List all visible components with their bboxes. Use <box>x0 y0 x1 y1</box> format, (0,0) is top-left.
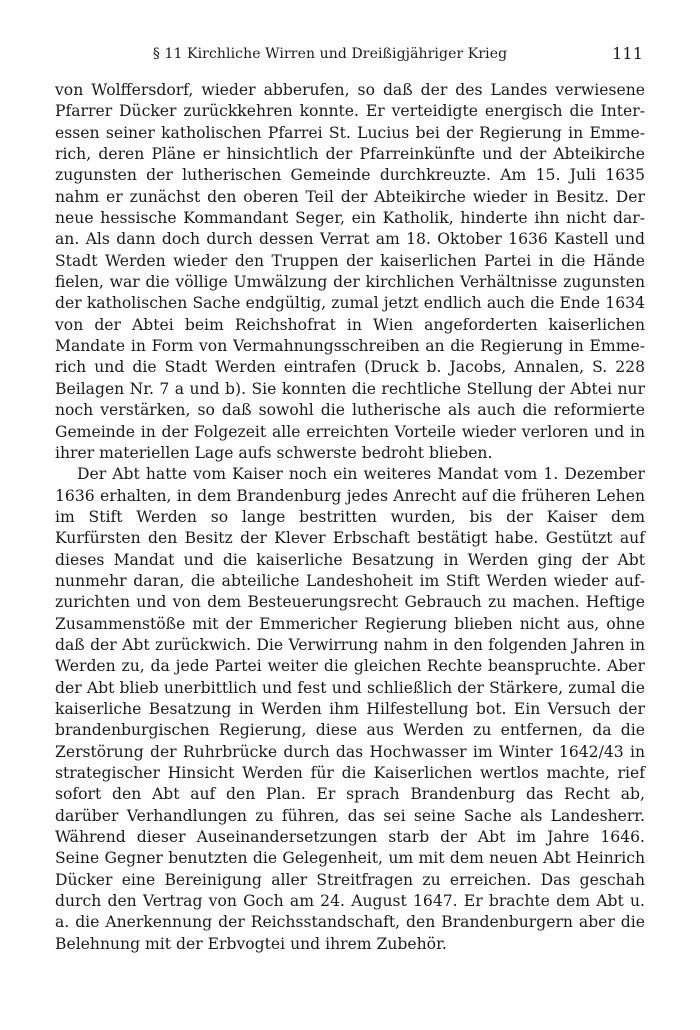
body-text <box>55 80 645 955</box>
paragraph-2: Der Abt hatte vom Kaiser noch ein weiteres Mandat vom 1. Dezember 1636 erhalten, in dem Brandenburg jedes Anrecht auf die früheren Lehen im Stift Werden so lange bestritten wurden, bis der Kaiser dem Kurfürsten den Besitz der Klever Erbschaft bestätigt habe. Gestützt auf dieses Mandat und die kaiserliche Besatzung in Werden ging der Abt nunmehr daran, die abteiliche Landeshoheit im Stift Werden wieder aufzurichten und von dem Besteuerungsrecht Gebrauch zu machen. Heftige Zusammenstöße mit der Emmericher Regierung blieben nicht aus, ohne daß der Abt zurückwich. Die Verwirrung nahm in den folgenden Jahren in Werden zu, da jede Partei weiter die gleichen Rechte beanspruchte. Aber der Abt blieb unerbittlich und fest und schließlich der Stärkere, zumal die kaiserliche Besatzung in Werden ihm Hilfestellung bot. Ein Versuch der brandenburgischen Regierung, diese aus Werden zu entfernen, da die Zerstörung der Ruhrbrücke durch das Hochwasser im Winter 1642/43 in strategischer Hinsicht Werden für die Kaiserlichen wertlos machte, rief sofort den Abt auf den Plan. Er sprach Brandenburg das Recht ab, darüber Verhandlungen zu führen, das sei seine Sache als Landesherr. Während dieser Auseinandersetzungen starb der Abt im Jahre 1646. Seine Gegner benutzten die Gelegenheit, um mit dem neuen Abt Heinrich Dücker eine Bereinigung aller Streitfragen zu erreichen. Das geschah durch den Vertrag von Goch am 24. August 1647. Er brachte dem Abt u. a. die Anerkennung der Reichsstandschaft, den Brandenburgern aber die Belehnung mit der Erbvogtei und ihrem Zubehör. <box>55 465 645 953</box>
paragraph-1: von Wolffersdorf, wieder abberufen, so daß der des Landes verwiesene Pfarrer Dücker zurückkehren konnte. Er verteidigte energisch die Interessen seiner katholischen Pfarrei St. Lucius bei der Regierung in Emmerich, deren Pläne er hinsichtlich der Pfarreinkünfte und der Abteikirche zugunsten der lutherischen Gemeinde durchkreuzte. Am 15. Juli 1635 nahm er zunächst den oberen Teil der Abteikirche wieder in Besitz. Der neue hessische Kommandant Seger, ein Katholik, hinderte ihn nicht daran. Als dann doch durch dessen Verrat am 18. Oktober 1636 Kastell und Stadt Werden wieder den Truppen der kaiserlichen Partei in die Hände fielen, war die völlige Umwälzung der kirchlichen Verhältnisse zugunsten der katholischen Sache endgültig, zumal jetzt endlich auch die Ende 1634 von der Abtei beim Reichshofrat in Wien angeforderten kaiserlichen Mandate in Form von Vermahnungsschreiben an die Regierung in Emmerich und die Stadt Werden eintrafen (Druck b. Jacobs, Annalen, S. 228 Beilagen Nr. 7 a und b). Sie konnten die rechtliche Stellung der Abtei nur noch verstärken, so daß sowohl die lutherische als auch die reformierte Gemeinde in der Folgezeit alle erreichten Vorteile wieder verloren und in ihrer materiellen Lage aufs schwerste bedroht blieben. <box>55 81 645 462</box>
book-page <box>55 42 645 955</box>
running-title: § 11 Kirchliche Wirren und Dreißigjähriger Krieg <box>152 46 508 62</box>
running-head <box>55 42 645 68</box>
page-number: 111 <box>612 44 643 63</box>
